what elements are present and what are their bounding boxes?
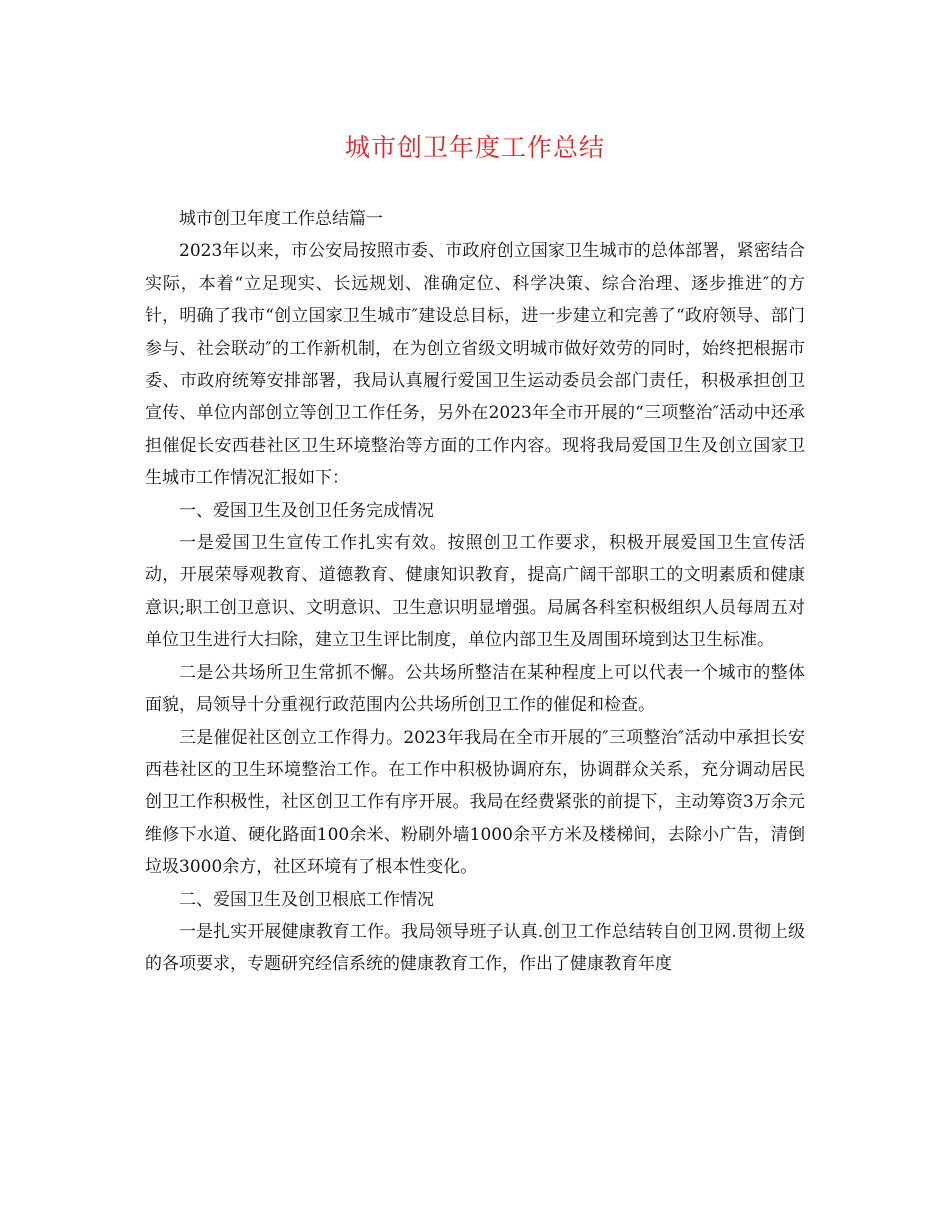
document-body bbox=[145, 203, 805, 981]
section-heading-2: 二、爱国卫生及创卫根底工作情况 bbox=[179, 889, 434, 910]
paragraph-public-places: 二是公共场所卫生常抓不懈。公共场所整洁在某种程度上可以代表一个城市的整体面貌，局领导十分重视行政范围内公共场所创卫工作的催促和检查。 bbox=[145, 662, 805, 716]
section-heading: 城市创卫年度工作总结篇一 bbox=[179, 209, 383, 229]
paragraph-publicity: 一是爱国卫生宣传工作扎实有效。按照创卫工作要求，积极开展爱国卫生宣传活动，开展荣辱观教育、道德教育、健康知识教育，提高广阔干部职工的文明素质和健康意识;职工创卫意识、文明意识、卫生意识明显增强。局属各科室积极组织人员每周五对单位卫生进行大扫除，建立卫生评比制度，单位内部卫生及周围环境到达卫生标准。 bbox=[145, 533, 805, 651]
paragraph-health-education: 一是扎实开展健康教育工作。我局领导班子认真.创卫工作总结转自创卫网.贯彻上级的各项要求，专题研究经信系统的健康教育工作，作出了健康教育年度 bbox=[145, 921, 805, 975]
intro-paragraph: 2023年以来，市公安局按照市委、市政府创立国家卫生城市的总体部署，紧密结合实际，本着“立足现实、长远规划、准确定位、科学决策、综合治理、逐步推进″的方针，明确了我市“创立国家卫生城市″建设总目标，进一步建立和完善了“政府领导、部门参与、社会联动″的工作新机制，在为创立省级文明城市做好效劳的同时，始终把根据市委、市政府统筹安排部署，我局认真履行爱国卫生运动委员会部门责任，积极承担创卫宣传、单位内部创立等创卫工作任务，另外在2023年全市开展的“三项整治″活动中还承担催促长安西巷社区卫生环境整治等方面的工作内容。现将我局爱国卫生及创立国家卫生城市工作情况汇报如下： bbox=[145, 241, 805, 489]
section-heading-1: 一、爱国卫生及创卫任务完成情况 bbox=[179, 500, 434, 521]
document-title: 城市创卫年度工作总结 bbox=[344, 133, 605, 162]
paragraph-community: 三是催促社区创立工作得力。2023年我局在全市开展的″三项整治″活动中承担长安西巷社区的卫生环境整治工作。在工作中积极协调府东，协调群众关系，充分调动居民创卫工作积极性，社区创卫工作有序开展。我局在经费紧张的前提下，主动筹资3万余元维修下水道、硬化路面100余米、粉刷外墙1000余平方米及楼梯间，去除小广告，清倒垃圾3000余方，社区环境有了根本性变化。 bbox=[145, 727, 805, 878]
